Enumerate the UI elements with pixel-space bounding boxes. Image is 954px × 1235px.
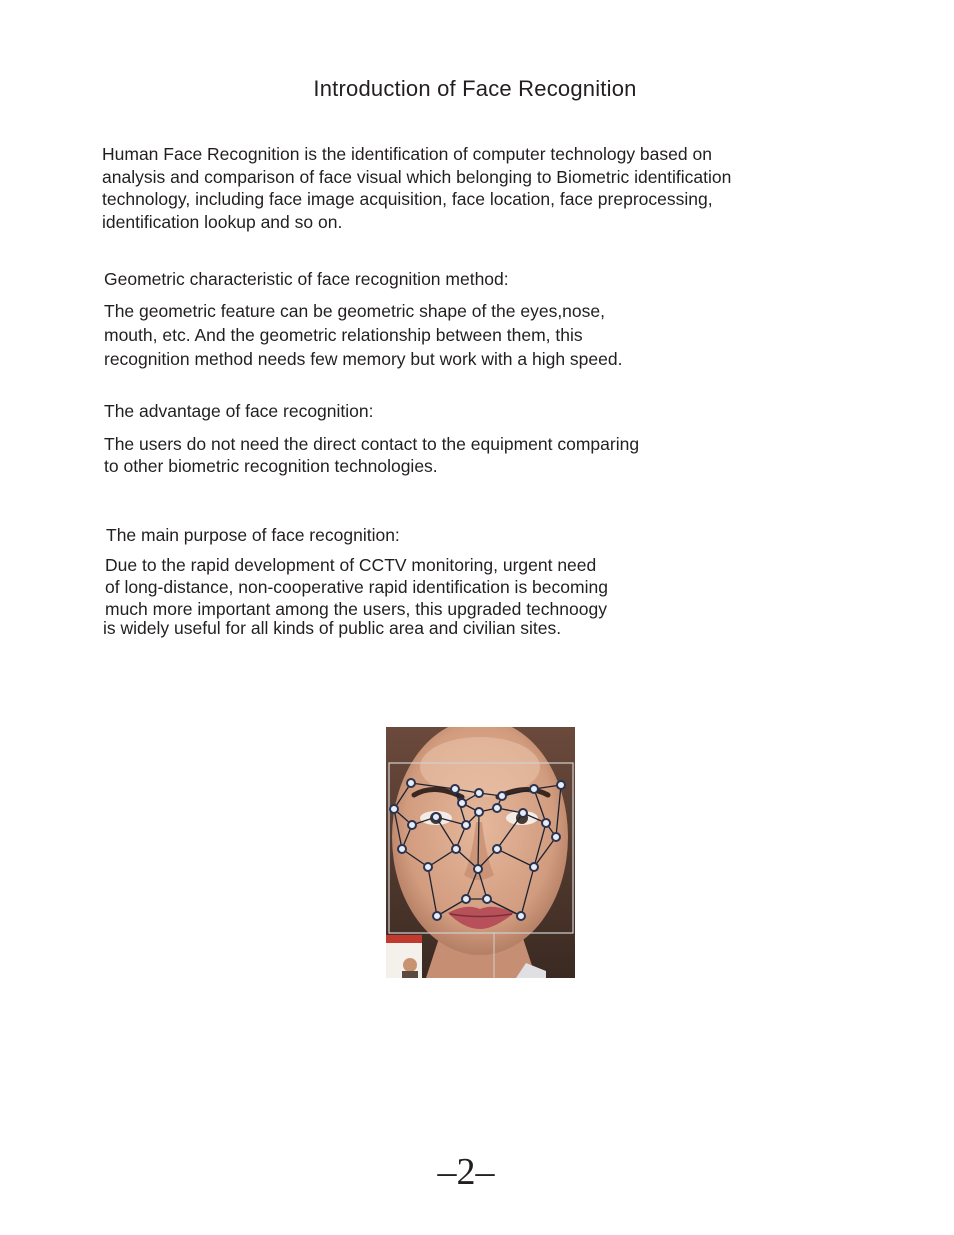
page-title: Introduction of Face Recognition — [313, 76, 637, 101]
intro-line: Human Face Recognition is the identification of computer technology based on — [102, 144, 712, 164]
section-line: mouth, etc. And the geometric relationship between them, this — [104, 325, 583, 345]
section-body-geometric — [104, 299, 622, 371]
face-mesh-illustration — [386, 727, 575, 978]
page-number-dash-right: – — [475, 1151, 495, 1193]
section-line: The geometric feature can be geometric shape of the eyes,nose, — [104, 301, 605, 321]
section-line: Due to the rapid development of CCTV monitoring, urgent need — [105, 555, 597, 575]
section-heading-purpose: The main purpose of face recognition: — [106, 525, 400, 545]
section-line: to other biometric recognition technologies. — [104, 455, 438, 476]
section-line: The users do not need the direct contact to the equipment comparing — [104, 434, 640, 454]
page-number-dash-left: – — [437, 1151, 457, 1193]
page-number-value: 2 — [456, 1151, 476, 1193]
section-heading-advantage: The advantage of face recognition: — [104, 401, 374, 421]
section-line: recognition method needs few memory but work with a high speed. — [104, 349, 623, 369]
section-line: is widely useful for all kinds of public area and civilian sites. — [103, 618, 562, 638]
face-recognition-image — [386, 727, 575, 978]
page-number — [0, 1150, 932, 1194]
section-body-advantage — [104, 434, 639, 477]
section-line: much more important among the users, this upgraded technoogy — [105, 599, 607, 619]
intro-paragraph — [102, 143, 731, 233]
intro-line: identification lookup and so on. — [102, 211, 343, 232]
section-body-purpose — [105, 554, 608, 639]
section-heading-geometric: Geometric characteristic of face recognition method: — [104, 269, 509, 289]
section-line: of long-distance, non-cooperative rapid identification is becoming — [105, 577, 608, 597]
intro-line: technology, including face image acquisition, face location, face preprocessing, — [102, 189, 713, 209]
intro-line: analysis and comparison of face visual which belonging to Biometric identification — [102, 166, 732, 187]
